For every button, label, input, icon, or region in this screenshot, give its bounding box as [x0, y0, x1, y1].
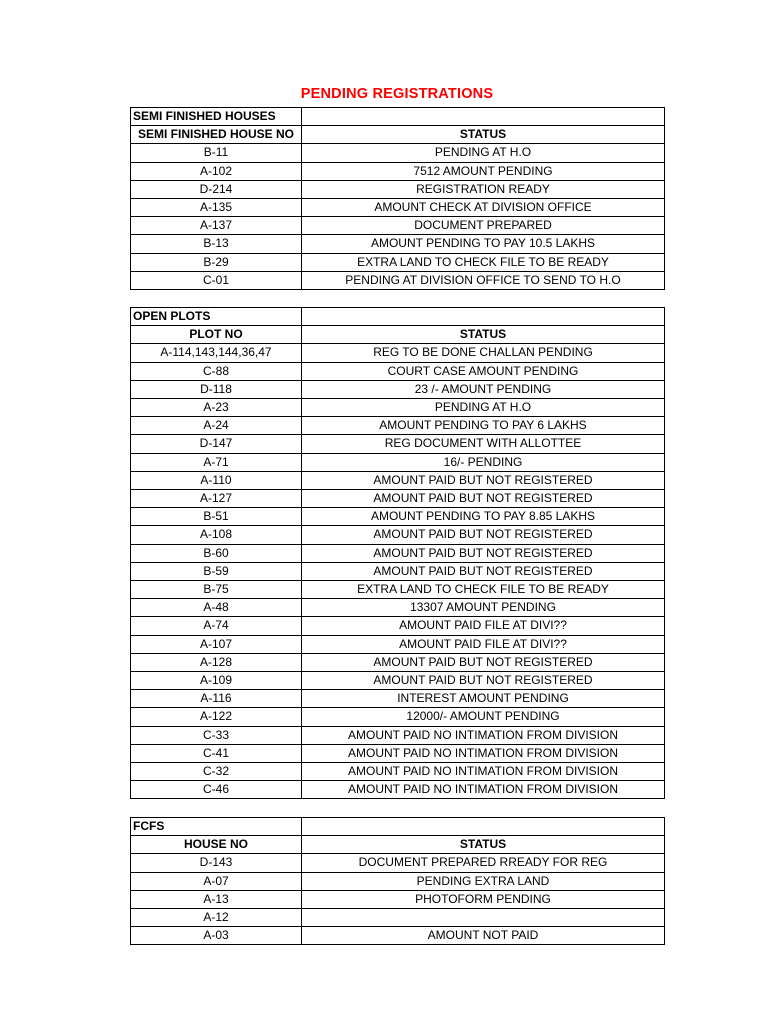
- table-row: [131, 854, 665, 872]
- id-cell: A-114,143,144,36,47: [131, 344, 302, 362]
- id-cell: A-135: [131, 199, 302, 217]
- table-row: [131, 508, 665, 526]
- status-cell: PHOTOFORM PENDING: [302, 890, 665, 908]
- table-row: [131, 635, 665, 653]
- status-cell: AMOUNT PAID BUT NOT REGISTERED: [302, 562, 665, 580]
- table-row: [131, 909, 665, 927]
- table-row: [131, 144, 665, 162]
- id-cell: D-143: [131, 854, 302, 872]
- table-row: [131, 581, 665, 599]
- status-cell: EXTRA LAND TO CHECK FILE TO BE READY: [302, 253, 665, 271]
- table-row: [131, 490, 665, 508]
- header-row: [131, 836, 665, 854]
- status-cell: AMOUNT PENDING TO PAY 6 LAKHS: [302, 417, 665, 435]
- id-cell: B-13: [131, 235, 302, 253]
- table-row: [131, 235, 665, 253]
- id-cell: B-75: [131, 581, 302, 599]
- table-row: [131, 344, 665, 362]
- empty-cell: [302, 308, 665, 326]
- status-cell: DOCUMENT PREPARED RREADY FOR REG: [302, 854, 665, 872]
- id-cell: A-108: [131, 526, 302, 544]
- id-cell: A-109: [131, 672, 302, 690]
- table-row: [131, 544, 665, 562]
- table-row: [131, 653, 665, 671]
- section-name: OPEN PLOTS: [131, 308, 302, 326]
- table-row: [131, 399, 665, 417]
- id-cell: C-46: [131, 781, 302, 799]
- table-row: [131, 380, 665, 398]
- table-row: [131, 217, 665, 235]
- status-cell: PENDING AT H.O: [302, 144, 665, 162]
- status-cell: 23 /- AMOUNT PENDING: [302, 380, 665, 398]
- status-cell: AMOUNT PAID NO INTIMATION FROM DIVISION: [302, 744, 665, 762]
- status-cell: PENDING AT DIVISION OFFICE TO SEND TO H.O: [302, 271, 665, 289]
- id-cell: C-32: [131, 763, 302, 781]
- id-cell: A-48: [131, 599, 302, 617]
- status-cell: AMOUNT PAID NO INTIMATION FROM DIVISION: [302, 781, 665, 799]
- table-row: [131, 253, 665, 271]
- table-row: [131, 435, 665, 453]
- column-header-status: STATUS: [302, 836, 665, 854]
- status-cell: REG DOCUMENT WITH ALLOTTEE: [302, 435, 665, 453]
- status-cell: REG TO BE DONE CHALLAN PENDING: [302, 344, 665, 362]
- section-name-row: [131, 108, 665, 126]
- id-cell: B-60: [131, 544, 302, 562]
- table-row: [131, 890, 665, 908]
- table-row: [131, 526, 665, 544]
- id-cell: B-11: [131, 144, 302, 162]
- id-cell: A-23: [131, 399, 302, 417]
- table-row: [131, 162, 665, 180]
- empty-cell: [302, 108, 665, 126]
- status-cell: AMOUNT PAID BUT NOT REGISTERED: [302, 653, 665, 671]
- status-cell: COURT CASE AMOUNT PENDING: [302, 362, 665, 380]
- table-row: [131, 271, 665, 289]
- status-cell: 12000/- AMOUNT PENDING: [302, 708, 665, 726]
- id-cell: A-03: [131, 927, 302, 945]
- id-cell: A-110: [131, 471, 302, 489]
- id-cell: A-128: [131, 653, 302, 671]
- id-cell: D-118: [131, 380, 302, 398]
- status-cell: [302, 909, 665, 927]
- semi-finished-houses-table: [130, 107, 665, 290]
- status-cell: 7512 AMOUNT PENDING: [302, 162, 665, 180]
- id-cell: C-33: [131, 726, 302, 744]
- id-cell: B-29: [131, 253, 302, 271]
- id-cell: A-74: [131, 617, 302, 635]
- column-header-id: SEMI FINISHED HOUSE NO: [131, 126, 302, 144]
- status-cell: PENDING EXTRA LAND: [302, 872, 665, 890]
- header-row: [131, 326, 665, 344]
- table-row: [131, 417, 665, 435]
- status-cell: EXTRA LAND TO CHECK FILE TO BE READY: [302, 581, 665, 599]
- table-row: [131, 927, 665, 945]
- id-cell: A-71: [131, 453, 302, 471]
- id-cell: A-07: [131, 872, 302, 890]
- status-cell: AMOUNT PAID BUT NOT REGISTERED: [302, 526, 665, 544]
- status-cell: 16/- PENDING: [302, 453, 665, 471]
- id-cell: C-01: [131, 271, 302, 289]
- status-cell: AMOUNT PENDING TO PAY 10.5 LAKHS: [302, 235, 665, 253]
- table-row: [131, 562, 665, 580]
- id-cell: A-13: [131, 890, 302, 908]
- table-row: [131, 763, 665, 781]
- status-cell: AMOUNT PAID NO INTIMATION FROM DIVISION: [302, 726, 665, 744]
- table-row: [131, 690, 665, 708]
- status-cell: 13307 AMOUNT PENDING: [302, 599, 665, 617]
- column-header-status: STATUS: [302, 126, 665, 144]
- table-row: [131, 744, 665, 762]
- status-cell: AMOUNT PAID BUT NOT REGISTERED: [302, 471, 665, 489]
- section-name: SEMI FINISHED HOUSES: [131, 108, 302, 126]
- open-plots-table: [130, 307, 665, 799]
- status-cell: REGISTRATION READY: [302, 180, 665, 198]
- status-cell: AMOUNT PAID FILE AT DIVI??: [302, 617, 665, 635]
- column-header-id: PLOT NO: [131, 326, 302, 344]
- table-row: [131, 781, 665, 799]
- status-cell: AMOUNT CHECK AT DIVISION OFFICE: [302, 199, 665, 217]
- id-cell: A-122: [131, 708, 302, 726]
- table-row: [131, 199, 665, 217]
- table-row: [131, 872, 665, 890]
- id-cell: A-107: [131, 635, 302, 653]
- section-name-row: [131, 308, 665, 326]
- id-cell: D-214: [131, 180, 302, 198]
- id-cell: C-88: [131, 362, 302, 380]
- id-cell: A-127: [131, 490, 302, 508]
- status-cell: AMOUNT PAID NO INTIMATION FROM DIVISION: [302, 763, 665, 781]
- status-cell: AMOUNT PENDING TO PAY 8.85 LAKHS: [302, 508, 665, 526]
- page-title: PENDING REGISTRATIONS: [300, 86, 494, 102]
- table-row: [131, 708, 665, 726]
- id-cell: C-41: [131, 744, 302, 762]
- status-cell: PENDING AT H.O: [302, 399, 665, 417]
- id-cell: A-102: [131, 162, 302, 180]
- section-name-row: [131, 818, 665, 836]
- table-row: [131, 672, 665, 690]
- empty-cell: [302, 818, 665, 836]
- id-cell: A-137: [131, 217, 302, 235]
- status-cell: AMOUNT PAID BUT NOT REGISTERED: [302, 490, 665, 508]
- status-cell: DOCUMENT PREPARED: [302, 217, 665, 235]
- status-cell: INTEREST AMOUNT PENDING: [302, 690, 665, 708]
- header-row: [131, 126, 665, 144]
- column-header-status: STATUS: [302, 326, 665, 344]
- table-row: [131, 599, 665, 617]
- id-cell: B-59: [131, 562, 302, 580]
- status-cell: AMOUNT PAID BUT NOT REGISTERED: [302, 672, 665, 690]
- status-cell: AMOUNT NOT PAID: [302, 927, 665, 945]
- table-row: [131, 471, 665, 489]
- fcfs-table: [130, 817, 665, 945]
- table-row: [131, 617, 665, 635]
- section-name: FCFS: [131, 818, 302, 836]
- table-row: [131, 180, 665, 198]
- status-cell: AMOUNT PAID FILE AT DIVI??: [302, 635, 665, 653]
- id-cell: A-116: [131, 690, 302, 708]
- id-cell: B-51: [131, 508, 302, 526]
- id-cell: D-147: [131, 435, 302, 453]
- column-header-id: HOUSE NO: [131, 836, 302, 854]
- status-cell: AMOUNT PAID BUT NOT REGISTERED: [302, 544, 665, 562]
- table-row: [131, 726, 665, 744]
- id-cell: A-24: [131, 417, 302, 435]
- table-row: [131, 453, 665, 471]
- table-row: [131, 362, 665, 380]
- id-cell: A-12: [131, 909, 302, 927]
